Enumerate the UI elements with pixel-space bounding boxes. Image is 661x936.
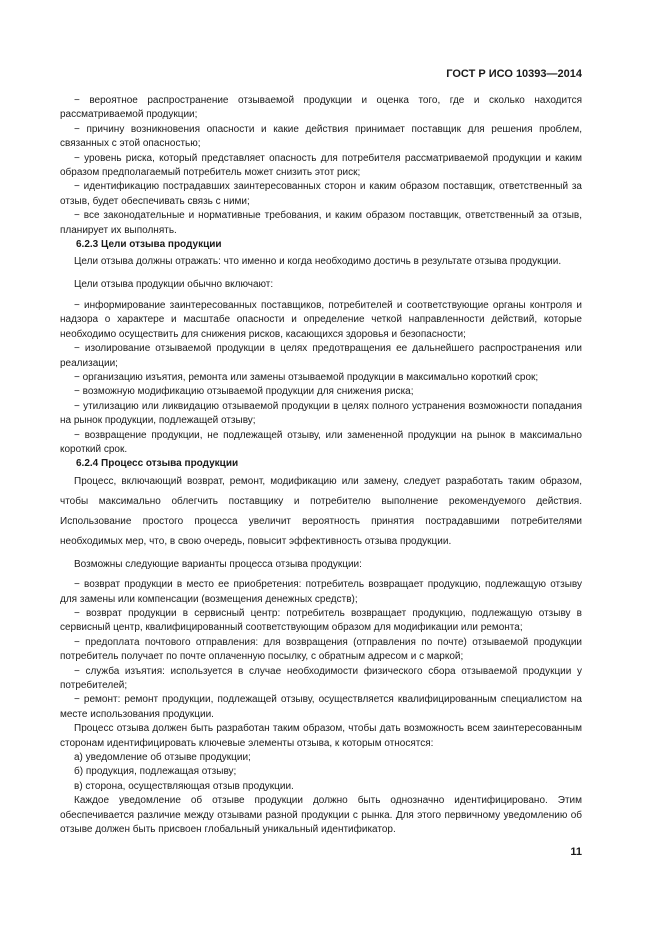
goal-item-2: − изолирование отзываемой продукции в целях предотвращения ее дальнейшего распространения или реализации; — [60, 343, 582, 369]
process-design-paragraph: Процесс отзыва должен быть разработан таким образом, чтобы дать возможность всем заинтересованным сторонам идентифицировать ключевые элементы отзыва, к которым относятся: — [60, 723, 582, 749]
section-624-lead: Возможны следующие варианты процесса отзыва продукции: — [74, 558, 362, 570]
page-number: 11 — [570, 846, 582, 858]
goal-item-6: − возвращение продукции, не подлежащей отзыву, или замененной продукции на рынок в максимально короткий срок. — [60, 429, 582, 455]
recall-element-a: а) уведомление об отзыве продукции; — [74, 752, 251, 764]
section-heading-6-2-3: 6.2.3 Цели отзыва продукции — [76, 239, 222, 251]
document-header: ГОСТ Р ИСО 10393—2014 — [446, 68, 582, 80]
section-heading-6-2-4: 6.2.4 Процесс отзыва продукции — [76, 458, 239, 470]
section-624-paragraph: Процесс, включающий возврат, ремонт, модификацию или замену, следует разработать таким образом, чтобы максимально облегчить поставщику и потребителю выполнение рекомендуемого действия. Использование простого процесса увеличит вероятность принятия пострадавшими потребителями необходимых мер, что, в свою очередь, повысит эффективность отзыва продукции. — [60, 475, 582, 547]
intro-item-2: − причину возникновения опасности и какие действия принимает поставщик для решения проблем, связанных с этой опасностью; — [60, 123, 582, 150]
process-item-5: − ремонт: ремонт продукции, подлежащей отзыву, осуществляется квалифицированным специалистом на месте использования продукции. — [60, 694, 582, 720]
identifier-paragraph: Каждое уведомление об отзыве продукции должно быть однозначно идентифицировано. Этим обеспечивается различие между отзывами разной продукции с рынка. Для этого первичному уведомлению об отзыве должен быть присвоен глобальный уникальный идентификатор. — [60, 795, 582, 836]
process-item-1: − возврат продукции в место ее приобретения: потребитель возвращает продукцию, подлежащую отзыву для замены или компенсации (возмещения денежных средств); — [60, 579, 582, 605]
section-623-lead: Цели отзыва продукции обычно включают: — [74, 279, 274, 291]
goal-item-3: − организацию изъятия, ремонта или замены отзываемой продукции в максимально короткий срок; — [74, 371, 539, 383]
intro-item-5: − все законодательные и нормативные требования, и каким образом поставщик, ответственный за отзыв, планирует их выполнять. — [60, 210, 582, 236]
goal-item-4: − возможную модификацию отзываемой продукции для снижения риска; — [74, 386, 414, 398]
process-item-3: − предоплата почтового отправления: для возвращения (отправления по почте) отзываемой продукции потребитель получает по почте оплаченную посылку, с обратным адресом и с маркой; — [60, 636, 582, 663]
recall-element-c: в) сторона, осуществляющая отзыв продукции. — [74, 780, 294, 792]
goal-item-5: − утилизацию или ликвидацию отзываемой продукции в целях полного устранения возможности попадания на рынок продукции, подлежащей отзыву; — [60, 400, 582, 427]
document-body — [60, 94, 582, 837]
section-623-paragraph: Цели отзыва должны отражать: что именно и когда необходимо достичь в результате отзыва продукции. — [74, 256, 562, 268]
process-item-2: − возврат продукции в сервисный центр: потребитель возвращает продукцию, подлежащую отзыву в сервисный центр, квалифицированный соответствующим образом для модификации или ремонта; — [60, 607, 582, 634]
intro-item-3: − уровень риска, который представляет опасность для потребителя рассматриваемой продукции и каким образом предполагаемый потребитель может снизить этот риск; — [60, 152, 582, 179]
process-item-4: − служба изъятия: используется в случае необходимости физического сбора отзываемой продукции у потребителей; — [60, 665, 582, 691]
goal-item-1: − информирование заинтересованных поставщиков, потребителей и соответствующие органы контроля и надзора о характере и масштабе опасности и определение четкой направленности действий, которые необходимо осуществить для снижения рисков, касающихся здоровья и безопасности; — [60, 299, 582, 340]
intro-item-4: − идентификацию пострадавших заинтересованных сторон и каким образом поставщик, ответственный за отзыв, будет обеспечивать связь с ними; — [60, 181, 582, 207]
recall-element-b: б) продукция, подлежащая отзыву; — [74, 766, 237, 778]
intro-item-1: − вероятное распространение отзываемой продукции и оценка того, где и сколько находится рассматриваемой продукции; — [60, 95, 582, 121]
